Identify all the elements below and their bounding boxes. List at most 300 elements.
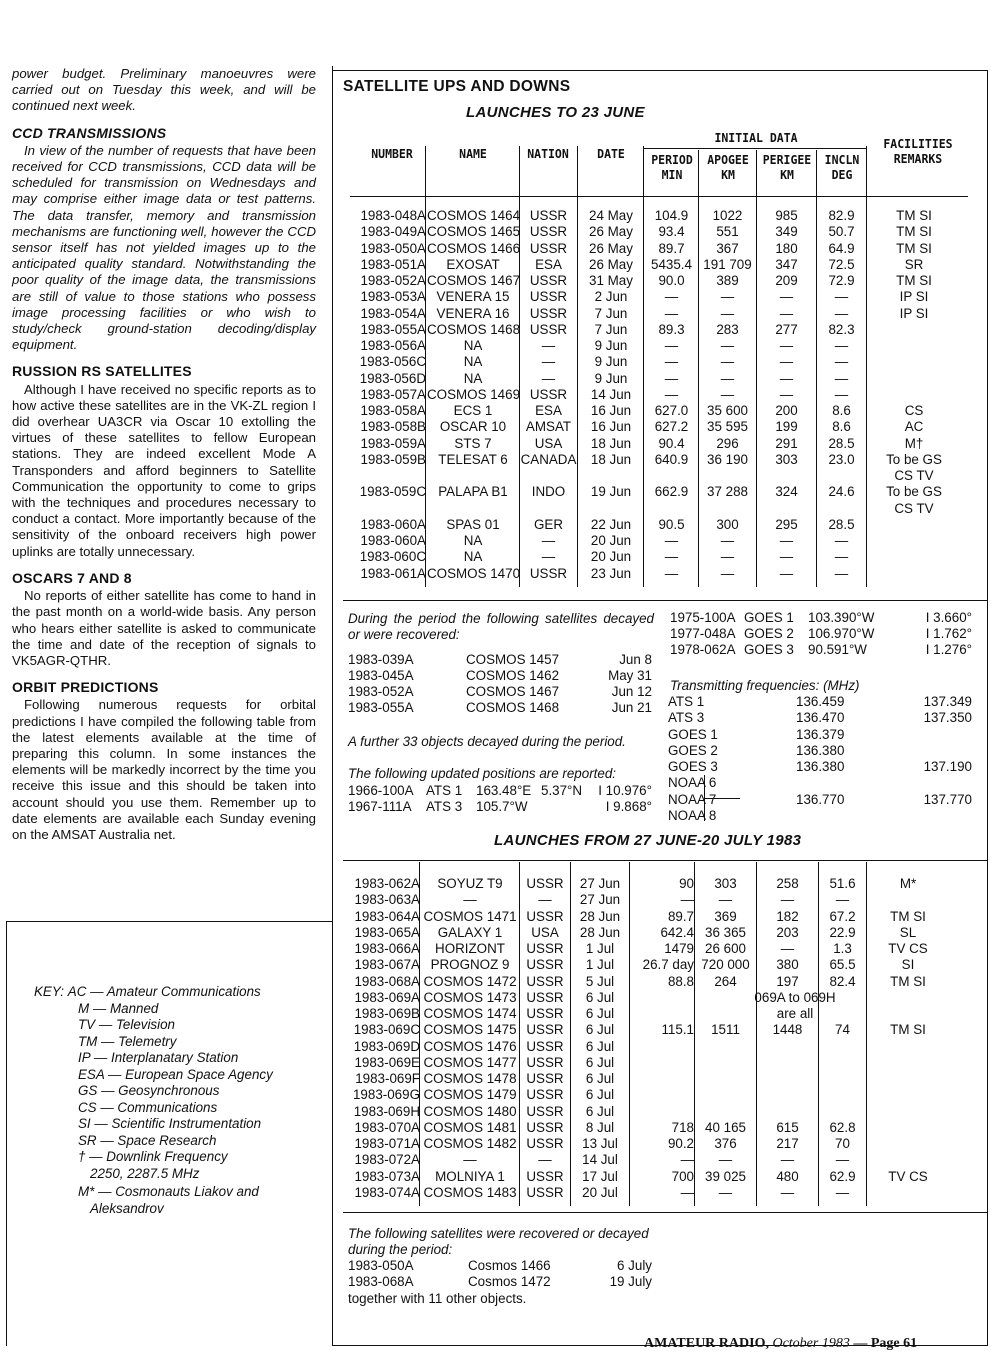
freq-secondary: 137.349 xyxy=(923,694,972,709)
table-cell: 1983-055A xyxy=(360,321,426,337)
table-cell: 349 xyxy=(775,224,798,240)
key-entry: SI — Scientific Instrumentation xyxy=(78,1116,262,1131)
table-cell: TM SI xyxy=(896,240,932,256)
table-cell: USSR xyxy=(526,1022,564,1038)
table-cell: IP SI xyxy=(899,289,929,305)
table-cell: 640.9 xyxy=(654,451,689,467)
section-heading-rs: RUSSION RS SATELLITES xyxy=(12,363,192,380)
table-cell: — xyxy=(834,565,849,581)
table-cell: INDO xyxy=(531,484,566,500)
recovered-intro: The following satellites were recovered or decayed during the period: xyxy=(348,1226,649,1257)
updated-latitude: 5.37°N xyxy=(541,783,583,798)
goes-inclination: I 1.276° xyxy=(925,642,972,657)
table-cell: USSR xyxy=(526,876,564,891)
table-cell: 27 Jun xyxy=(579,876,621,891)
decayed-number: 1983-052A xyxy=(348,684,414,699)
table-cell: 64.9 xyxy=(828,240,855,256)
header-nation: NATION xyxy=(527,146,569,161)
table-cell: NA xyxy=(463,370,483,386)
table-cell: — xyxy=(718,892,733,908)
table-cell: 1479 xyxy=(664,941,694,956)
table-cell: ECS 1 xyxy=(453,403,493,418)
table-cell: USSR xyxy=(529,240,568,256)
table-cell: — xyxy=(541,549,556,565)
grid-line xyxy=(643,148,866,149)
header-period-top: PERIOD xyxy=(651,152,693,167)
table-cell: COSMOS 1468 xyxy=(427,321,521,337)
table-cell: 26 May xyxy=(589,224,633,240)
table-cell: M† xyxy=(904,435,924,451)
freq-primary: 136.459 xyxy=(796,694,845,709)
table-cell: CANADA xyxy=(520,451,577,467)
table-cell: 62.8 xyxy=(829,1119,856,1135)
table-cell: 89.7 xyxy=(658,240,685,256)
table-cell: 24 May xyxy=(589,208,633,223)
table-cell: — xyxy=(720,533,735,548)
table-cell: 720 000 xyxy=(701,957,750,973)
table-cell: — xyxy=(834,533,849,548)
table-cell: 369 xyxy=(714,908,737,924)
key-label: KEY: xyxy=(34,984,65,999)
freq-satellite: NOAA 6 xyxy=(668,775,717,790)
table-cell: — xyxy=(664,565,679,581)
decayed-number: 1983-039A xyxy=(348,652,414,667)
table-cell: AMSAT xyxy=(525,419,572,435)
table-cell: 627.0 xyxy=(654,403,689,418)
table-cell: TM SI xyxy=(896,208,932,223)
table-cell: 1983-050A xyxy=(360,240,426,256)
table-cell: 1983-049A xyxy=(360,224,426,240)
table-cell: 199 xyxy=(775,419,798,435)
freq-satellite: NOAA 7 xyxy=(668,792,717,807)
table-cell: 1983-059C xyxy=(359,484,426,500)
table-cell: — xyxy=(720,565,735,581)
key-entry: M — Manned xyxy=(78,1000,159,1016)
table-cell: 180 xyxy=(775,240,798,256)
table-cell: TV CS xyxy=(888,1168,928,1184)
table-cell: 1983-060A xyxy=(360,516,426,532)
table-cell: 7 Jun xyxy=(594,321,628,337)
header-perigee-unit: KM xyxy=(780,167,794,182)
table-cell: 8 Jul xyxy=(585,1119,615,1135)
table-cell: 1983-053A xyxy=(360,289,426,305)
freq-satellite: ATS 1 xyxy=(668,694,705,709)
table-cell: 1983-074A xyxy=(354,1184,420,1200)
header-facilities-bottom: REMARKS xyxy=(893,151,943,166)
table-cell: USSR xyxy=(529,386,568,402)
grid-line xyxy=(350,196,968,197)
table-cell: COSMOS 1474 xyxy=(423,1006,517,1021)
header-initial-data: INITIAL DATA xyxy=(714,130,798,145)
table-cell: USSR xyxy=(529,224,568,240)
table-cell: NA xyxy=(463,354,483,370)
table-cell: — xyxy=(779,289,794,305)
table-cell: 1448 xyxy=(772,1022,803,1038)
table-cell: COSMOS 1476 xyxy=(423,1038,517,1054)
table-cell: — xyxy=(463,892,477,908)
header-facilities-top: FACILITIES xyxy=(883,136,953,151)
table-cell: STS 7 xyxy=(454,435,492,451)
key-entry: † — Downlink Frequency xyxy=(78,1149,228,1164)
table-cell: — xyxy=(664,338,679,353)
table-cell: USSR xyxy=(526,1184,564,1200)
updated-name: ATS 1 xyxy=(426,783,463,798)
table-cell: 1983-065A xyxy=(354,924,420,940)
table-cell: 72.5 xyxy=(828,256,855,272)
freq-satellite: GOES 2 xyxy=(668,743,718,758)
recovered-date: 19 July xyxy=(609,1274,652,1289)
table-cell: 39 025 xyxy=(705,1168,746,1184)
table-cell: COSMOS 1472 xyxy=(423,973,517,989)
table-cell: 1983-058B xyxy=(360,419,426,435)
section-text-rs: Although I have received no specific reports as to how active these satellites are in the VK-ZL region I did overhear UA3CR via Oscar 10 extolling the virtues of these satellites to fellow European stations. They are indeed excellent Mode A Transponders and afford beginners to Satellite Communication the opportunity to come to grips with the techniques and procedures necessary to conduct a contact. More importantly because of the sensitivity of the onboard receivers high power uplinks are totally unnecessary. xyxy=(12,381,316,559)
section-heading-ccd: CCD TRANSMISSIONS xyxy=(12,124,167,141)
table-cell: 551 xyxy=(716,224,739,240)
table-cell: USSR xyxy=(529,565,568,581)
table-cell: 82.9 xyxy=(828,208,855,223)
footer-page: — Page 61 xyxy=(853,1336,918,1351)
table-cell: 18 Jun xyxy=(590,435,632,451)
table-cell: — xyxy=(664,354,679,370)
table-cell: 380 xyxy=(776,957,799,973)
section-text-ccd: In view of the number of requests that have been received for CCD transmissions, CCD data will be scheduled for transmission on Wednesdays and may comprise either image data or test patterns. The data transfer, memory and transmission mechanisms are functioning well, however the CCD sensor itself has not yielded images up to the anticipated quality standard. Notwithstanding the poor quality of the image data, the transmissions are still of value to those stations who possess image processing facilities or who wish to study/check ground-station decoding/display equipment. xyxy=(12,142,316,353)
table-cell: USSR xyxy=(526,941,564,956)
freq-satellite: NOAA 8 xyxy=(668,808,717,823)
table-cell: USSR xyxy=(526,908,564,924)
header-period-unit: MIN xyxy=(661,167,683,182)
table-cell: — xyxy=(680,1184,694,1200)
footer-date: October 1983 xyxy=(772,1336,850,1351)
table-cell: 9 Jun xyxy=(594,338,628,353)
table-cell: 700 xyxy=(671,1168,694,1184)
table-cell: 1983-056D xyxy=(359,370,426,386)
freq-secondary: 137.190 xyxy=(923,759,972,774)
table-cell: USSR xyxy=(526,1006,564,1021)
updated-number: 1967-111A xyxy=(348,799,412,814)
table-cell: 90.5 xyxy=(658,516,685,532)
table-cell: 2 Jun xyxy=(594,289,628,305)
table-cell: — xyxy=(780,1152,795,1168)
table-cell: COSMOS 1478 xyxy=(423,1071,517,1086)
table-cell: 28.5 xyxy=(828,435,855,451)
table-cell: 642.4 xyxy=(660,924,694,940)
goes-longitude: 103.390°W xyxy=(808,610,875,625)
table-cell: 8.6 xyxy=(832,403,851,418)
header-incln-unit: DEG xyxy=(831,167,853,182)
table-cell: 26.7 day xyxy=(642,957,694,973)
table-cell: 6 Jul xyxy=(585,1006,615,1021)
table-cell: are all xyxy=(776,1006,814,1021)
table-cell: 1983-069C xyxy=(353,1022,420,1038)
table-cell: — xyxy=(720,386,735,402)
table-cell: TM SI xyxy=(890,1022,926,1038)
footer-publication: AMATEUR RADIO, xyxy=(644,1336,769,1351)
table-cell: 324 xyxy=(775,484,798,500)
table-cell: 295 xyxy=(775,516,798,532)
table-cell: IP SI xyxy=(899,305,929,321)
table-cell: — xyxy=(720,305,735,321)
table-cell: VENERA 15 xyxy=(436,289,510,305)
table-cell: — xyxy=(779,386,794,402)
table-cell: 1983-070A xyxy=(354,1119,420,1135)
table-cell: 5 Jul xyxy=(585,973,615,989)
table-cell: — xyxy=(834,370,849,386)
table-cell: USSR xyxy=(526,1087,564,1103)
table-cell: — xyxy=(834,386,849,402)
table-cell: 1.3 xyxy=(833,941,852,956)
table-cell: 1983-059A xyxy=(360,435,426,451)
table-cell: COSMOS 1471 xyxy=(423,908,517,924)
table-cell: 985 xyxy=(775,208,798,223)
table-cell: PALAPA B1 xyxy=(438,484,508,500)
table-cell: 74 xyxy=(835,1022,850,1038)
table-cell: 14 Jun xyxy=(590,386,632,402)
table-cell: 72.9 xyxy=(828,273,855,288)
header-apogee-top: APOGEE xyxy=(707,152,749,167)
table-cell: 35 600 xyxy=(707,403,748,418)
table-cell: 1511 xyxy=(711,1022,740,1038)
header-incln xyxy=(820,152,864,182)
recovered-outro: together with 11 other objects. xyxy=(348,1291,527,1306)
table-cell: 36 190 xyxy=(707,451,748,467)
table-cell: 1022 xyxy=(712,208,743,223)
table-cell: COSMOS 1483 xyxy=(423,1184,517,1200)
table-cell: TELESAT 6 xyxy=(438,451,508,467)
table-cell: 8.6 xyxy=(832,419,851,435)
table-cell: 1983-067A xyxy=(354,957,420,973)
table-cell: 20 Jun xyxy=(590,533,632,548)
table-cell: — xyxy=(779,565,794,581)
table-cell: 1983-057A xyxy=(360,386,426,402)
decayed-intro: During the period the following satellites decayed or were recovered: xyxy=(348,611,654,642)
table-cell: 93.4 xyxy=(658,224,685,240)
freq-primary: 136.470 xyxy=(796,710,845,725)
table-cell: 1983-060C xyxy=(359,549,426,565)
table-cell: — xyxy=(664,305,679,321)
key-entry: 2250, 2287.5 MHz xyxy=(90,1165,200,1181)
table-cell: 480 xyxy=(776,1168,799,1184)
table-cell: 1983-071A xyxy=(354,1136,420,1151)
table-cell: 20 Jul xyxy=(582,1184,618,1200)
freq-primary: 136.380 xyxy=(796,743,845,758)
box-title: SATELLITE UPS AND DOWNS xyxy=(343,78,571,95)
table-cell: 1983-069A xyxy=(354,989,420,1005)
table-cell: — xyxy=(779,338,794,353)
table-cell: 1983-048A xyxy=(360,208,426,223)
key-entry: GS — Geosynchronous xyxy=(78,1083,220,1098)
decayed-date: Jun 8 xyxy=(619,652,652,667)
table-cell: 347 xyxy=(775,256,798,272)
table-cell: USSR xyxy=(529,289,568,305)
table-cell: — xyxy=(664,549,679,565)
table-cell: COSMOS 1481 xyxy=(423,1119,517,1135)
table-cell: 200 xyxy=(775,403,798,418)
updated-longitude: 105.7°W xyxy=(476,799,528,814)
table-cell: 65.5 xyxy=(829,957,856,973)
freq-satellite: ATS 3 xyxy=(668,710,705,725)
recovered-date: 6 July xyxy=(617,1258,652,1273)
table-cell: OSCAR 10 xyxy=(439,419,507,435)
table-cell: USSR xyxy=(526,1054,564,1070)
table-cell: — xyxy=(834,338,849,353)
table-cell: 82.3 xyxy=(828,321,855,337)
table-cell: 296 xyxy=(716,435,739,451)
table-cell: USSR xyxy=(526,1168,564,1184)
table-cell: COSMOS 1470 xyxy=(427,565,521,581)
table-cell: 1983-056C xyxy=(359,354,426,370)
goes-longitude: 90.591°W xyxy=(808,642,867,657)
table-cell: 50.7 xyxy=(828,224,855,240)
goes-number: 1977-048A xyxy=(670,626,736,641)
table-cell: 1983-069H xyxy=(353,1103,420,1119)
table-cell: 367 xyxy=(716,240,739,256)
updated-inclination: I 9.868° xyxy=(605,799,652,814)
table-cell: — xyxy=(720,354,735,370)
further-note: A further 33 objects decayed during the period. xyxy=(348,734,626,749)
table-cell: — xyxy=(463,1152,477,1168)
table-cell: — xyxy=(834,289,849,305)
table-cell: 1983-068A xyxy=(354,973,420,989)
table-cell: To be GS xyxy=(886,451,942,467)
table-cell: USSR xyxy=(526,1103,564,1119)
table-cell: 62.9 xyxy=(829,1168,856,1184)
header-date: DATE xyxy=(597,146,625,161)
table-cell: — xyxy=(541,354,556,370)
table-cell: 28.5 xyxy=(828,516,855,532)
table-cell: 197 xyxy=(776,973,799,989)
table-cell: — xyxy=(680,892,694,908)
table-cell: 90.4 xyxy=(658,435,685,451)
grid-line xyxy=(343,1212,988,1213)
goes-name: GOES 3 xyxy=(744,642,794,657)
decayed-date: Jun 12 xyxy=(611,684,652,699)
launches-heading-1: LAUNCHES TO 23 JUNE xyxy=(466,104,645,121)
table-cell: USSR xyxy=(526,1071,564,1086)
table-cell: 35 595 xyxy=(707,419,748,435)
table-cell: — xyxy=(664,289,679,305)
freq-title: Transmitting frequencies: (MHz) xyxy=(670,678,860,693)
table-cell: — xyxy=(780,892,795,908)
table-cell: 115.1 xyxy=(661,1022,694,1038)
table-cell: 1983-064A xyxy=(354,908,420,924)
table-cell: — xyxy=(779,305,794,321)
table-cell: 1983-052A xyxy=(360,273,426,288)
table-cell: 23.0 xyxy=(828,451,855,467)
table-cell: 069A to 069H xyxy=(754,989,836,1005)
table-cell: COSMOS 1475 xyxy=(423,1022,517,1038)
table-cell: — xyxy=(720,289,735,305)
key-legend xyxy=(34,984,273,1217)
table-cell: 82.4 xyxy=(829,973,856,989)
page-footer xyxy=(644,1336,917,1352)
table-cell: 17 Jul xyxy=(582,1168,618,1184)
table-cell: 1983-058A xyxy=(360,403,426,418)
header-number: NUMBER xyxy=(371,146,413,161)
table-cell: — xyxy=(718,1184,733,1200)
table-cell: SI xyxy=(901,957,915,973)
table-cell: — xyxy=(780,1184,795,1200)
table-cell: 26 May xyxy=(589,256,633,272)
table-cell: M* xyxy=(899,876,917,891)
table-cell: 90.2 xyxy=(667,1136,694,1151)
table-cell: 1983-069G xyxy=(352,1087,420,1103)
table-cell: 70 xyxy=(835,1136,850,1151)
goes-longitude: 106.970°W xyxy=(808,626,875,641)
table-cell: 389 xyxy=(716,273,739,288)
key-entry: Aleksandrov xyxy=(90,1200,164,1216)
grid-line xyxy=(343,600,988,601)
table-cell: 89.3 xyxy=(658,321,685,337)
table-cell: COSMOS 1466 xyxy=(427,240,521,256)
freq-primary: 136.379 xyxy=(796,727,845,742)
table-cell: — xyxy=(541,533,556,548)
table-cell: ESA xyxy=(535,256,562,272)
table-cell: 9 Jun xyxy=(594,370,628,386)
table-cell: — xyxy=(834,354,849,370)
table-cell: 1983-054A xyxy=(360,305,426,321)
table-cell: — xyxy=(541,338,556,353)
table-cell: — xyxy=(664,386,679,402)
table-cell: 662.9 xyxy=(654,484,689,500)
header-apogee xyxy=(702,152,754,182)
recovered-number: 1983-068A xyxy=(348,1274,414,1289)
table-cell: 376 xyxy=(714,1136,737,1151)
key-entry: SR — Space Research xyxy=(78,1132,217,1148)
table-cell: 104.9 xyxy=(654,208,689,223)
table-cell: 26 600 xyxy=(705,941,746,956)
table-cell: 264 xyxy=(714,973,737,989)
table-cell: 28 Jun xyxy=(579,924,621,940)
table-cell: 1983-066A xyxy=(354,941,420,956)
table-cell: SOYUZ T9 xyxy=(437,876,503,891)
table-cell: — xyxy=(779,533,794,548)
table-cell: 89.7 xyxy=(667,908,694,924)
table-cell: TV CS xyxy=(888,941,928,956)
table-cell: CS TV xyxy=(894,500,934,516)
table-cell: SR xyxy=(904,256,924,272)
table-cell: — xyxy=(541,370,556,386)
key-entry: ESA — European Space Agency xyxy=(78,1066,273,1082)
table-cell: 16 Jun xyxy=(590,403,632,418)
table-cell: TM SI xyxy=(890,908,926,924)
recovered-number: 1983-050A xyxy=(348,1258,414,1273)
table-cell: 209 xyxy=(775,273,798,288)
table-cell: NA xyxy=(463,549,483,565)
table-cell: VENERA 16 xyxy=(436,305,510,321)
table-cell: COSMOS 1480 xyxy=(423,1103,517,1119)
header-perigee-top: PERIGEE xyxy=(762,152,812,167)
table-cell: SL xyxy=(899,924,917,940)
table-cell: COSMOS 1479 xyxy=(423,1087,517,1103)
table-cell: 14 Jul xyxy=(582,1152,618,1168)
table-cell: 6 Jul xyxy=(585,1071,615,1086)
table-cell: COSMOS 1469 xyxy=(427,386,521,402)
table-cell: 1983-069F xyxy=(355,1071,420,1086)
table-cell: — xyxy=(780,941,795,956)
goes-inclination: I 3.660° xyxy=(925,610,972,625)
key-entry: CS — Communications xyxy=(78,1099,218,1115)
grid-line xyxy=(866,862,867,1206)
table-cell: — xyxy=(680,1152,694,1168)
table-cell: COSMOS 1477 xyxy=(423,1054,517,1070)
grid-line xyxy=(577,146,578,587)
table-cell: 40 165 xyxy=(705,1119,746,1135)
table-cell: 291 xyxy=(775,435,798,451)
table-cell: 27 Jun xyxy=(579,892,621,908)
table-cell: 615 xyxy=(776,1119,799,1135)
table-cell: ESA xyxy=(535,403,562,418)
table-cell: NA xyxy=(463,533,483,548)
